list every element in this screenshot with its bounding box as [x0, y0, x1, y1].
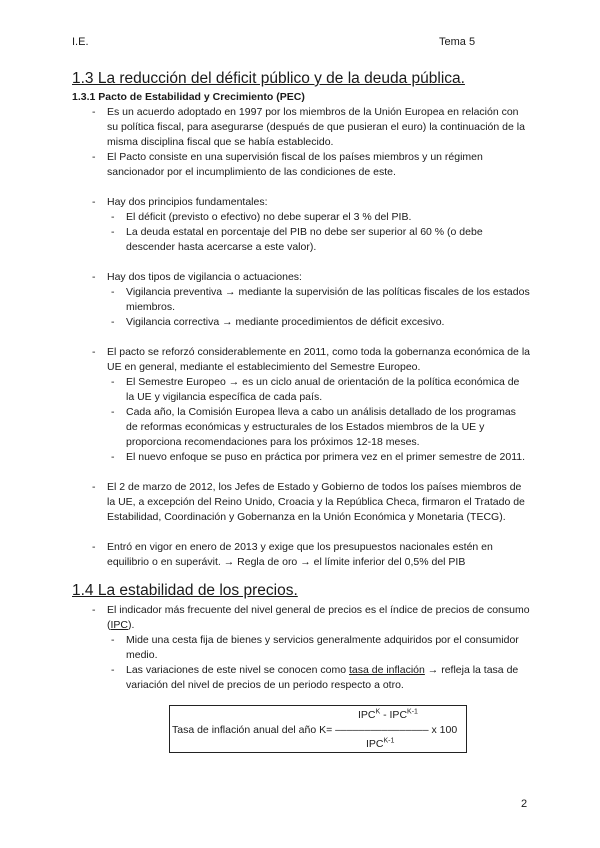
- section-1-4-title: 1.4 La estabilidad de los precios.: [72, 582, 298, 599]
- prices-list: [72, 603, 530, 693]
- list-item-text: Hay dos principios fundamentales:: [107, 196, 268, 208]
- header-right: Tema 5: [439, 36, 476, 48]
- formula-container: [169, 705, 530, 753]
- formula-ipc: IPC: [358, 709, 376, 721]
- sub-list-item: - El déficit (previsto o efectivo) no debe superar el 3 % del PIB.: [107, 210, 530, 225]
- inflation-formula-box: [169, 705, 467, 753]
- sub-list-item: - Cada año, la Comisión Europea lleva a cabo un análisis detallado de los programas de reformas económicas y estructurales de los Estados miembros de la UE y proporciona recomendaciones para los próximos 12-18 meses.: [107, 405, 530, 450]
- list-item: [72, 195, 530, 255]
- sub-list-item: - Vigilancia preventiva → mediante la supervisión de las políticas fiscales de los estados miembros.: [107, 285, 530, 315]
- sub-list: [107, 210, 530, 255]
- sub-list-item: - La deuda estatal en porcentaje del PIB no debe ser superior al 60 % (o debe descender hasta acercarse a este valor).: [107, 225, 530, 255]
- formula-sup: K-1: [383, 737, 395, 745]
- list-item: - Entró en vigor en enero de 2013 y exige que los presupuestos nacionales estén en equilibrio o en superávit. → Regla de oro → el límite inferior del 0,5% del PIB: [72, 540, 530, 570]
- formula-ipc: IPC: [366, 738, 384, 750]
- list-item: [72, 270, 530, 330]
- list-item: [72, 345, 530, 465]
- list-item-text: El pacto se reforzó considerablemente en 2011, como toda la gobernanza económica de la UE en general, mediante el establecimiento del Semestre Europeo.: [107, 346, 530, 373]
- formula-main-line: Tasa de inflación anual del año K= –––––––––––––––– x 100: [172, 724, 458, 736]
- formula-minus-ipc: - IPC: [380, 709, 408, 721]
- sub-list-item-text-end: → refleja la tasa de variación del nivel de precios de un periodo respecto a otro.: [126, 664, 519, 691]
- list-item-text: Hay dos tipos de vigilancia o actuaciones:: [107, 271, 302, 283]
- pec-list: [72, 105, 530, 570]
- section-1-3-title: 1.3 La reducción del déficit público y de la deuda pública.: [72, 70, 465, 87]
- list-item-text: El indicador más frecuente del nivel general de precios es el índice de precios de consumo (: [107, 604, 530, 631]
- subsection-1-3-1-title: 1.3.1 Pacto de Estabilidad y Crecimiento (PEC): [72, 91, 305, 103]
- document-body: [72, 70, 530, 753]
- sub-list-item: - Mide una cesta fija de bienes y servicios generalmente adquiridos por el consumidor medio.: [107, 633, 530, 663]
- list-item: - El Pacto consiste en una supervisión fiscal de los países miembros y un régimen sancionador por el incumplimiento de las condiciones de este.: [72, 150, 530, 180]
- sub-list-item: - El nuevo enfoque se puso en práctica por primera vez en el primer semestre de 2011.: [107, 450, 530, 465]
- list-item-text-end: ).: [128, 619, 135, 631]
- ipc-abbreviation: IPC: [110, 619, 129, 631]
- formula-denominator: [366, 738, 394, 750]
- sub-list-item: - El Semestre Europeo → es un ciclo anual de orientación de la política económica de la UE y vigilancia específica de cada país.: [107, 375, 530, 405]
- sub-list-item: [107, 663, 530, 693]
- inflation-term: tasa de inflación: [348, 664, 425, 676]
- formula-sup: K-1: [407, 708, 418, 716]
- list-item: - El 2 de marzo de 2012, los Jefes de Estado y Gobierno de todos los países miembros de la UE, a excepción del Reino Unido, Croacia y la República Checa, firmaron el Tratado de Estabilidad, Coordinación y Gobernanza en la Unión Económica y Monetaria (TECG).: [72, 480, 530, 525]
- sub-list: [107, 375, 530, 465]
- sub-list-item: - Vigilancia correctiva → mediante procedimientos de déficit excesivo.: [107, 315, 530, 330]
- formula-sup: K: [375, 708, 381, 716]
- header-left: I.E.: [72, 36, 89, 48]
- sub-list: [107, 633, 530, 693]
- list-item: - Es un acuerdo adoptado en 1997 por los miembros de la Unión Europea en relación con su política fiscal, para asegurarse (después de que pusieran el euro) la continuación de la misma disciplina fiscal que se había establecido.: [72, 105, 530, 150]
- formula-numerator: [358, 709, 418, 721]
- list-item: [72, 603, 530, 693]
- sub-list: [107, 285, 530, 330]
- sub-list-item-text: Las variaciones de este nivel se conocen como: [126, 664, 349, 676]
- page-number: 2: [521, 798, 528, 810]
